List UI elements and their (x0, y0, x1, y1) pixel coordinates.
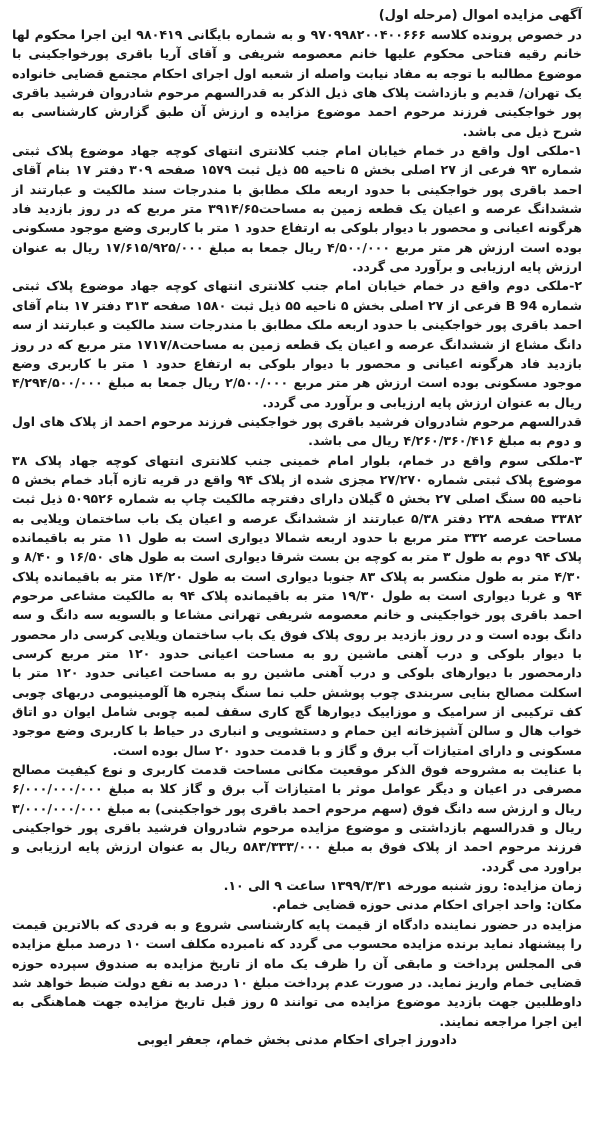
auction-place: مکان: واحد اجرای احکام مدنی حوزه قضایی خمام. (272, 897, 582, 913)
property-item-1: ۱-ملکی اول واقع در خمام خیابان امام جنب کلانتری انتهای کوچه جهاد موضوع پلاک ثبتی شماره ۹۳ فرعی از ۲۷ اصلی بخش ۵ ناحیه ۵۵ ذیل ثبت ۱۵۷۹ صفحه ۳۰۹ دفتر ۱۷ بنام آقای احمد باقری پور خواجکینی با حدود اربعه ملک مطابق با مندرجات سند مالکیت و عبارتند از ششدانگ عرصه و اعیان یک قطعه زمین به مساحت۳۹۱۴/۶۵ متر مربع که در روز بازدید فاد هرگونه اعیانی و محصور با دیوار بلوکی به ارتفاع حدود ۱ متر با کاربری وضع موجود مسکونی بوده است ارزش هر متر مربع ۴/۵۰۰/۰۰۰ ریال جمعا به مبلغ ۱۷/۶۱۵/۹۲۵/۰۰۰ ریال به عنوان ارزش پایه ارزیابی و برآورد می گردد. (12, 143, 582, 275)
notice-signature: دادورز اجرای احکام مدنی بخش خمام، جعفر ایوبی (137, 1032, 457, 1048)
property-item-3: ۳-ملکی سوم واقع در خمام، بلوار امام خمینی جنب کلانتری انتهای کوچه جهاد پلاک ۳۸ موضوع پلاک ثبتی شماره ۲۷/۲۷۰ مجزی شده از پلاک ۹۴ واقع در قریه تازه آباد خمام بخش ۵ ناحیه ۵۵ سنگ اصلی ۲۷ بخش ۵ گیلان دارای دفترچه مالکیت چاپ به شماره ۵۰۹۵۲۶ ذیل ثبت ۳۳۸۲ صفحه ۲۳۸ دفتر ۵/۳۸ عبارتند از ششدانگ عرصه و اعیان یک باب ساختمان ویلایی به مساحت عرصه ۳۳۲ متر مربع با حدود اربعه شمالا دیواری است به طول ۱۱ متر به باقیمانده پلاک ۹۴ دوم به طول ۳ متر به کوچه بن بست شرقا دیواری است به طول های ۱۶/۵۰ و ۸/۴۰ و ۴/۳۰ متر به طول منکسر به پلاک ۸۳ جنوبا دیواری است به طول ۱۴/۲۰ متر به باقیمانده پلاک ۹۴ و غربا دیواری است به طول ۱۹/۳۰ متر به باقیمانده پلاک ۹۴ به مالکیت مشاعی مرحوم احمد باقری پور خواجکینی و خانم معصومه شریفی تهرانی مشاعا و بالسویه سه دانگ و سه دانگ بوده است و در روز بازدید بر روی پلاک فوق یک باب ساختمان ویلایی کرسی دار محصور با دیوار بلوکی و درب آهنی ماشین رو به مساحت اعیانی حدود ۱۲۰ متر مربع کرسی دارمحصور با دیوارهای بلوکی و درب آهنی ماشین رو به مساحت اعیانی حدود ۱۲۰ متر با اسکلت مصالح بنایی سربندی چوب پوشش حلب نما سنگ پنجره ها آلومینیومی دربهای چوبی کف ترکیبی از سرامیک و موزاییک دیوارها گچ کاری سقف لمبه چوبی شامل ایوان دو اتاق خواب هال و سالن آشپزخانه این حمام و دستشویی و انباری در حیاط با کاربری وضع موجود مسکونی و دارای امتیازات آب برق و گاز و با قدمت حدود ۲۰ سال بوده است. (12, 452, 583, 758)
property-item-2: ۲-ملکی دوم واقع در خمام خیابان امام جنب کلانتری انتهای کوچه جهاد موضوع پلاک ثبتی شماره 94 B فرعی از ۲۷ اصلی بخش ۵ ناحیه ۵۵ ذیل ثبت ۱۵۸۰ صفحه ۳۱۳ دفتر ۱۷ بنام آقای احمد باقری پور خواجکینی با حدود اربعه ملک مطابق با مندرجات سند مالکیت و عبارتند از سه دانگ مشاع از ششدانگ عرصه و اعیان یک قطعه زمین به مساحت۱۷۱۷/۸ متر مربع که در روز بازدید فاد هرگونه اعیانی و محصور با دیوار بلوکی به ارتفاع حدود ۱ متر با کاربری وضع موجود مسکونی بوده است ارزش هر متر مربع ۲/۵۰۰/۰۰۰ ریال جمعا به مبلغ ۴/۲۹۴/۵۰۰/۰۰۰ ریال به عنوان ارزش پایه ارزیابی و برآورد می گردد. (12, 278, 582, 410)
auction-time: زمان مزایده: روز شنبه مورخه ۱۳۹۹/۳/۳۱ ساعت ۹ الی ۱۰. (223, 878, 582, 894)
notice-title: آگهی مزایده اموال (مرحله اول) (378, 8, 582, 23)
share-note: قدرالسهم مرحوم شادروان فرشید باقری پور خواجکینی فرزند مرحوم احمد از پلاک های اول و دوم به مبلغ ۴/۲۶۰/۳۶۰/۴۱۶ ریال می باشد. (12, 413, 582, 449)
notice-intro: در خصوص پرونده کلاسه ۹۷۰۹۹۸۲۰۰۴۰۰۶۶۶ و به شماره بایگانی ۹۸۰۴۱۹ این اجرا محکوم لها خانم رقیه فتاحی محکوم علیها خانم معصومه شریفی و آقای آریا باقری پورخواجکینی با موضوع مطالبه با توجه به مفاد نیابت واصله از شعبه اول اجرای احکام مجتمع قضایی خانواده یک تهران/ قدیم و بازداشت پلاک های ذیل الذکر به قدرالسهم مرحوم شادروان فرشید باقری پور خواجکینی فرزند مرحوم احمد موضوع مزایده و ارزش آن طبق گزارش کارشناسی به شرح ذیل می باشد. (12, 27, 583, 139)
valuation-paragraph: با عنایت به مشروحه فوق الذکر موقعیت مکانی مساحت قدمت کاربری و نوع کیفیت مصالح مصرفی در اعیان و دیگر عوامل موثر با امتیازات آب برق و گاز کلا به مبلغ ۶/۰۰۰/۰۰۰/۰۰۰ ریال و ارزش سه دانگ فوق (سهم مرحوم احمد باقری پور خواجکینی) به مبلغ ۳/۰۰۰/۰۰۰/۰۰۰ ریال و قدرالسهم بازداشتی و موضوع مزایده مرحوم شادروان فرشید باقری پور خواجکینی فرزند مرحوم احمد از پلاک فوق به مبلغ ۵۸۳/۳۳۳/۰۰۰ ریال به عنوان ارزش پایه ارزیابی و براورد می گردد. (12, 762, 582, 874)
auction-terms: مزایده در حضور نماینده دادگاه از قیمت پایه کارشناسی شروع و به فردی که بالاترین قیمت را پیشنهاد نماید برنده مزایده محسوب می گردد که نامبرده مکلف است ۱۰ درصد مبلغ مزایده فی المجلس پرداخت و مابقی آن را ظرف یک ماه از تاریخ مزایده به صندوق سپرده حوزه قضایی خمام واریز نماید. در صورت عدم پرداخت مبلغ ۱۰ درصد به نفع دولت ضبط خواهد شد داوطلبین جهت بازدید موضوع مزایده می توانند ۵ روز قبل تاریخ مزایده جهت هماهنگی به این اجرا مراجعه نمایند. (12, 916, 582, 1029)
